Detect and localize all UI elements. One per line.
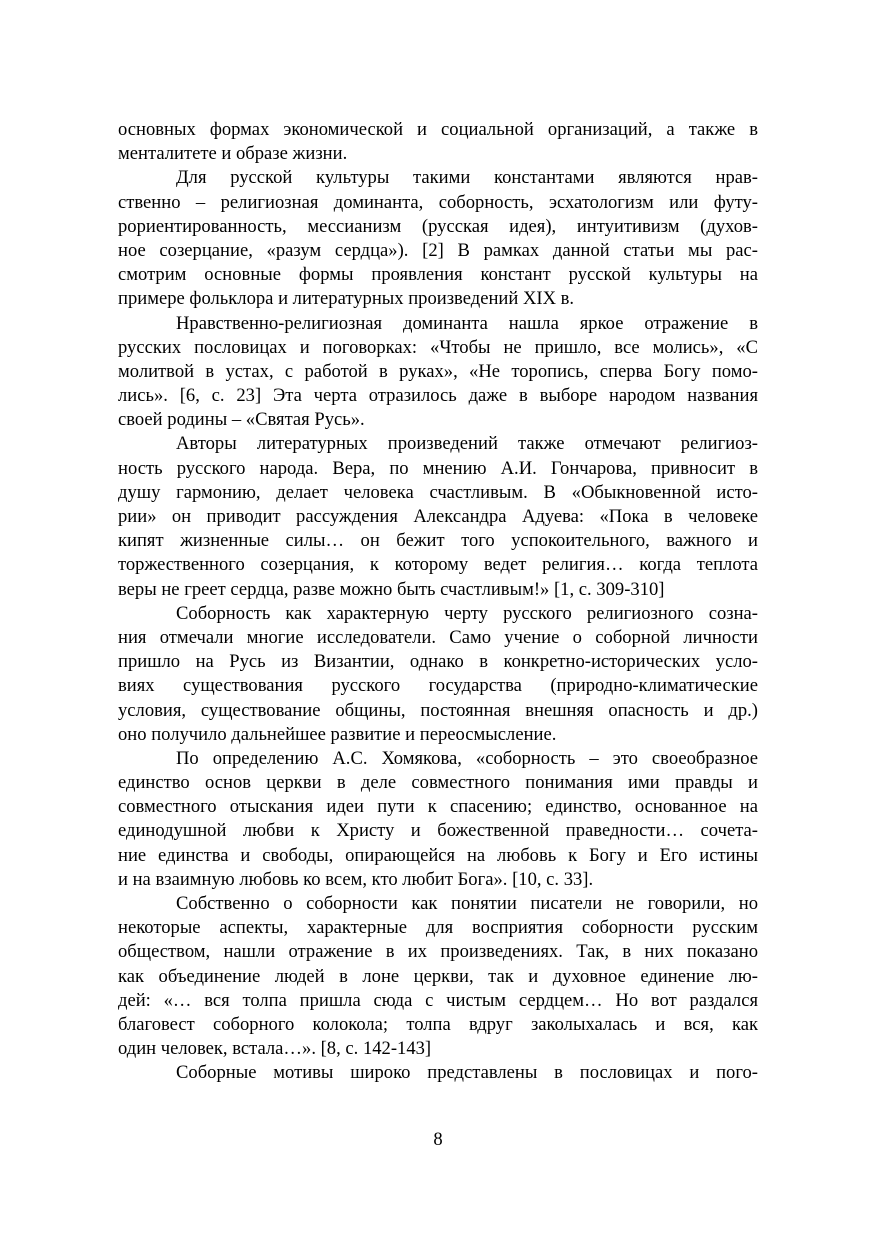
text-line: пришло на Русь из Византии, однако в конкретно-исторических усло- [118,651,758,673]
page-number: 8 [433,1129,443,1150]
text-line: совместного отыскания идеи пути к спасению; единство, основанное на [118,796,758,818]
text-line: обществом, нашли отражение в их произведениях. Так, в них показано [118,941,758,963]
text-line: Соборные мотивы широко представлены в пословицах и пого- [176,1062,758,1084]
paragraph-7 [118,892,758,1061]
page-body [118,118,758,1086]
text-line: русских пословицах и поговорках: «Чтобы не пришло, все молись», «С [118,336,758,358]
text-line: ния отмечали многие исследователи. Само учение о соборной личности [118,626,758,648]
text-line: ное созерцание, «разум сердца»). [2] В рамках данной статьи мы рас- [118,239,758,261]
text-line: ние единства и свободы, опирающейся на любовь к Богу и Его истины [118,844,758,866]
text-line: Для русской культуры такими константами являются нрав- [176,167,758,189]
text-line: один человек, встала…». [8, с. 142-143] [118,1038,432,1060]
paragraph-6 [118,747,758,892]
paragraph-4 [118,432,758,601]
text-line: смотрим основные формы проявления констант русской культуры на [118,264,758,286]
text-line: Соборность как характерную черту русского религиозного созна- [176,602,758,624]
paragraph-1 [118,118,758,166]
text-line: веры не греет сердца, разве можно быть счастливым!» [1, с. 309-310] [118,578,665,600]
text-line: своей родины – «Святая Русь». [118,409,365,431]
paragraph-8 [118,1061,758,1085]
text-line: лись». [6, с. 23] Эта черта отразилось даже в выборе народом названия [118,385,758,407]
text-line: Собственно о соборности как понятии писатели не говорили, но [176,893,758,914]
paragraph-5 [118,602,758,747]
text-line: основных формах экономической и социальной организаций, а также в [118,119,758,140]
text-line: ственно – религиозная доминанта, соборность, эсхатологизм или футу- [118,191,758,213]
text-line: менталитете и образе жизни. [118,143,348,165]
text-line: благовест соборного колокола; толпа вдруг заколыхалась и вся, как [118,1013,758,1035]
text-line: как объединение людей в лоне церкви, так и духовное единение лю- [118,965,758,987]
text-line: молитвой в устах, с работой в руках», «Не торопись, сперва Богу помо- [118,360,758,382]
text-line: виях существования русского государства (природно-климатические [118,675,758,697]
text-line: рии» он приводит рассуждения Александра Адуева: «Пока в человеке [118,506,758,527]
text-line: Авторы литературных произведений также отмечают религиоз- [176,433,758,455]
text-line: и на взаимную любовь ко всем, кто любит Бога». [10, с. 33]. [118,868,594,890]
text-line: условия, существование общины, постоянная внешняя опасность и др.) [118,699,758,721]
text-line: торжественного созерцания, к которому ведет религия… когда теплота [118,554,758,576]
text-line: По определению А.С. Хомякова, «соборность – это своеобразное [176,747,758,769]
text-line: единство основ церкви в деле совместного понимания ими правды и [118,772,758,794]
text-line: кипят жизненные силы… он бежит того успокоительного, важного и [118,530,758,552]
text-line: дей: «… вся толпа пришла сюда с чистым сердцем… Но вот раздался [118,989,758,1011]
paragraph-2 [118,166,758,311]
text-line: примере фольклора и литературных произведений XIX в. [118,288,575,310]
text-line: рориентированность, мессианизм (русская идея), интуитивизм (духов- [118,215,758,237]
text-line: Нравственно-религиозная доминанта нашла яркое отражение в [176,312,758,334]
text-line: оно получило дальнейшее развитие и переосмысление. [118,723,557,745]
text-line: единодушной любви к Христу и божественной праведности… сочета- [118,820,758,842]
text-line: душу гармонию, делает человека счастливым. В «Обыкновенной исто- [118,481,758,503]
text-line: ность русского народа. Вера, по мнению А.И. Гончарова, привносит в [118,457,758,479]
paragraph-3 [118,312,758,433]
text-line: некоторые аспекты, характерные для восприятия соборности русским [118,917,758,939]
